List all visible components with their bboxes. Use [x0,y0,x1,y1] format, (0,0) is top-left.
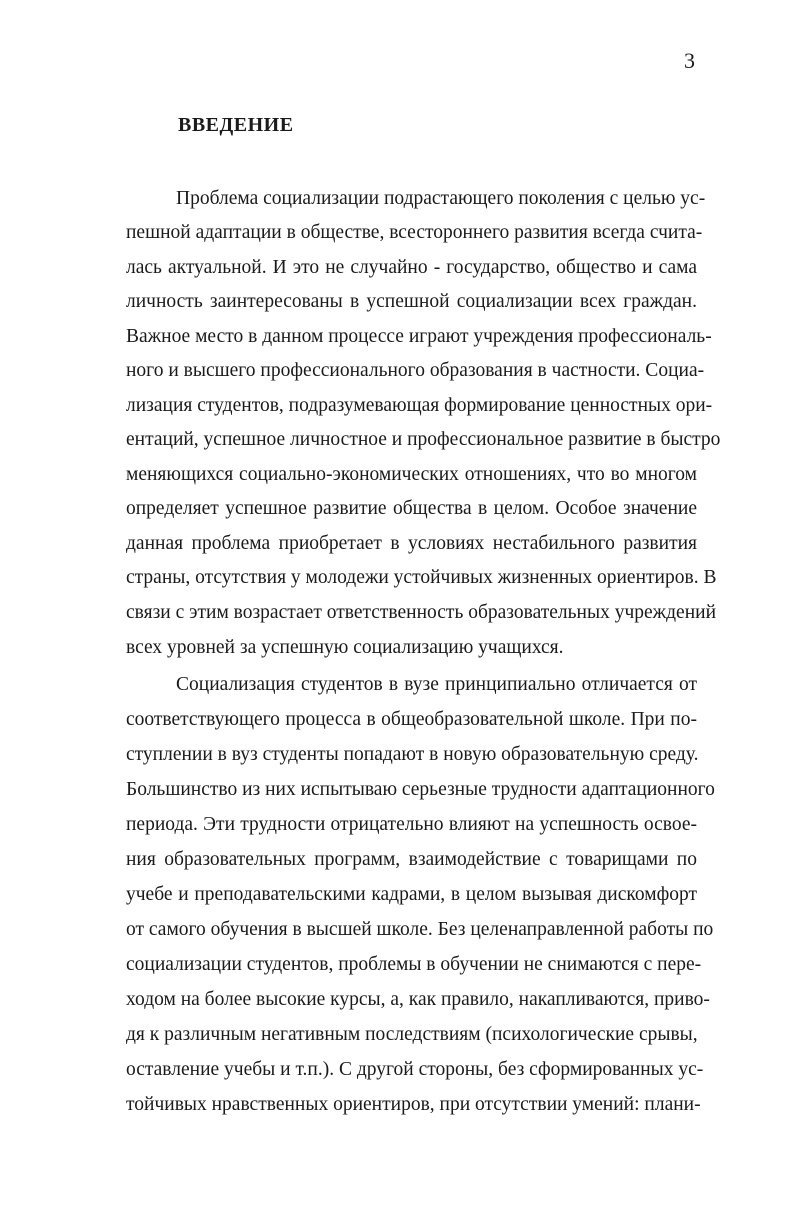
text-line: лась актуальной. И это не случайно - государство, общество и сама [126,257,697,278]
text-line: личность заинтересованы в успешной социализации всех граждан. [126,291,697,312]
text-line: меняющихся социально-экономических отношениях, что во многом [126,464,697,485]
text-line: страны, отсутствия у молодежи устойчивых жизненных ориентиров. В [126,567,717,588]
text-line: Проблема социализации подрастающего поколения с целью ус- [176,188,706,209]
text-line: оставление учебы и т.п.). С другой стороны, без сформированных ус- [126,1059,704,1080]
text-line: ступлении в вуз студенты попадают в новую образовательную среду. [126,744,699,765]
text-line: пешной адаптации в обществе, всестороннего развития всегда счита- [126,222,703,243]
text-line: определяет успешное развитие общества в целом. Особое значение [126,498,697,519]
text-line: лизация студентов, подразумевающая формирование ценностных ори- [126,395,713,416]
text-line: Большинство из них испытываю серьезные трудности адаптационного [126,779,715,800]
text-line: ного и высшего профессионального образования в частности. Социа- [126,360,705,381]
text-line: социализации студентов, проблемы в обучении не снимаются с пере- [126,954,702,975]
text-line: ходом на более высокие курсы, а, как правило, накапливаются, приво- [126,989,710,1010]
text-line: связи с этим возрастает ответственность образовательных учреждений [126,602,717,623]
text-line: соответствующего процесса в общеобразовательной школе. При по- [126,709,697,730]
page-number: 3 [684,48,695,73]
text-line: от самого обучения в высшей школе. Без целенаправленной работы по [126,919,714,940]
text-line: дя к различным негативным последствиям (психологические срывы, [126,1024,698,1045]
text-line: учебе и преподавательскими кадрами, в целом вызывая дискомфорт [126,884,697,905]
text-line: ния образовательных программ, взаимодействие с товарищами по [126,849,697,870]
text-line: периода. Эти трудности отрицательно влияют на успешность освое- [126,814,697,835]
text-line: Важное место в данном процессе играют учреждения профессиональ- [126,326,712,347]
text-line: тойчивых нравственных ориентиров, при отсутствии умений: плани- [126,1094,701,1115]
text-line: Социализация студентов в вузе принципиально отличается от [176,674,697,695]
section-heading: ВВЕДЕНИЕ [178,114,294,136]
text-line: данная проблема приобретает в условиях нестабильного развития [126,533,697,554]
text-line: ентаций, успешное личностное и профессиональное развитие в быстро [126,429,721,450]
text-line: всех уровней за успешную социализацию учащихся. [126,637,564,658]
